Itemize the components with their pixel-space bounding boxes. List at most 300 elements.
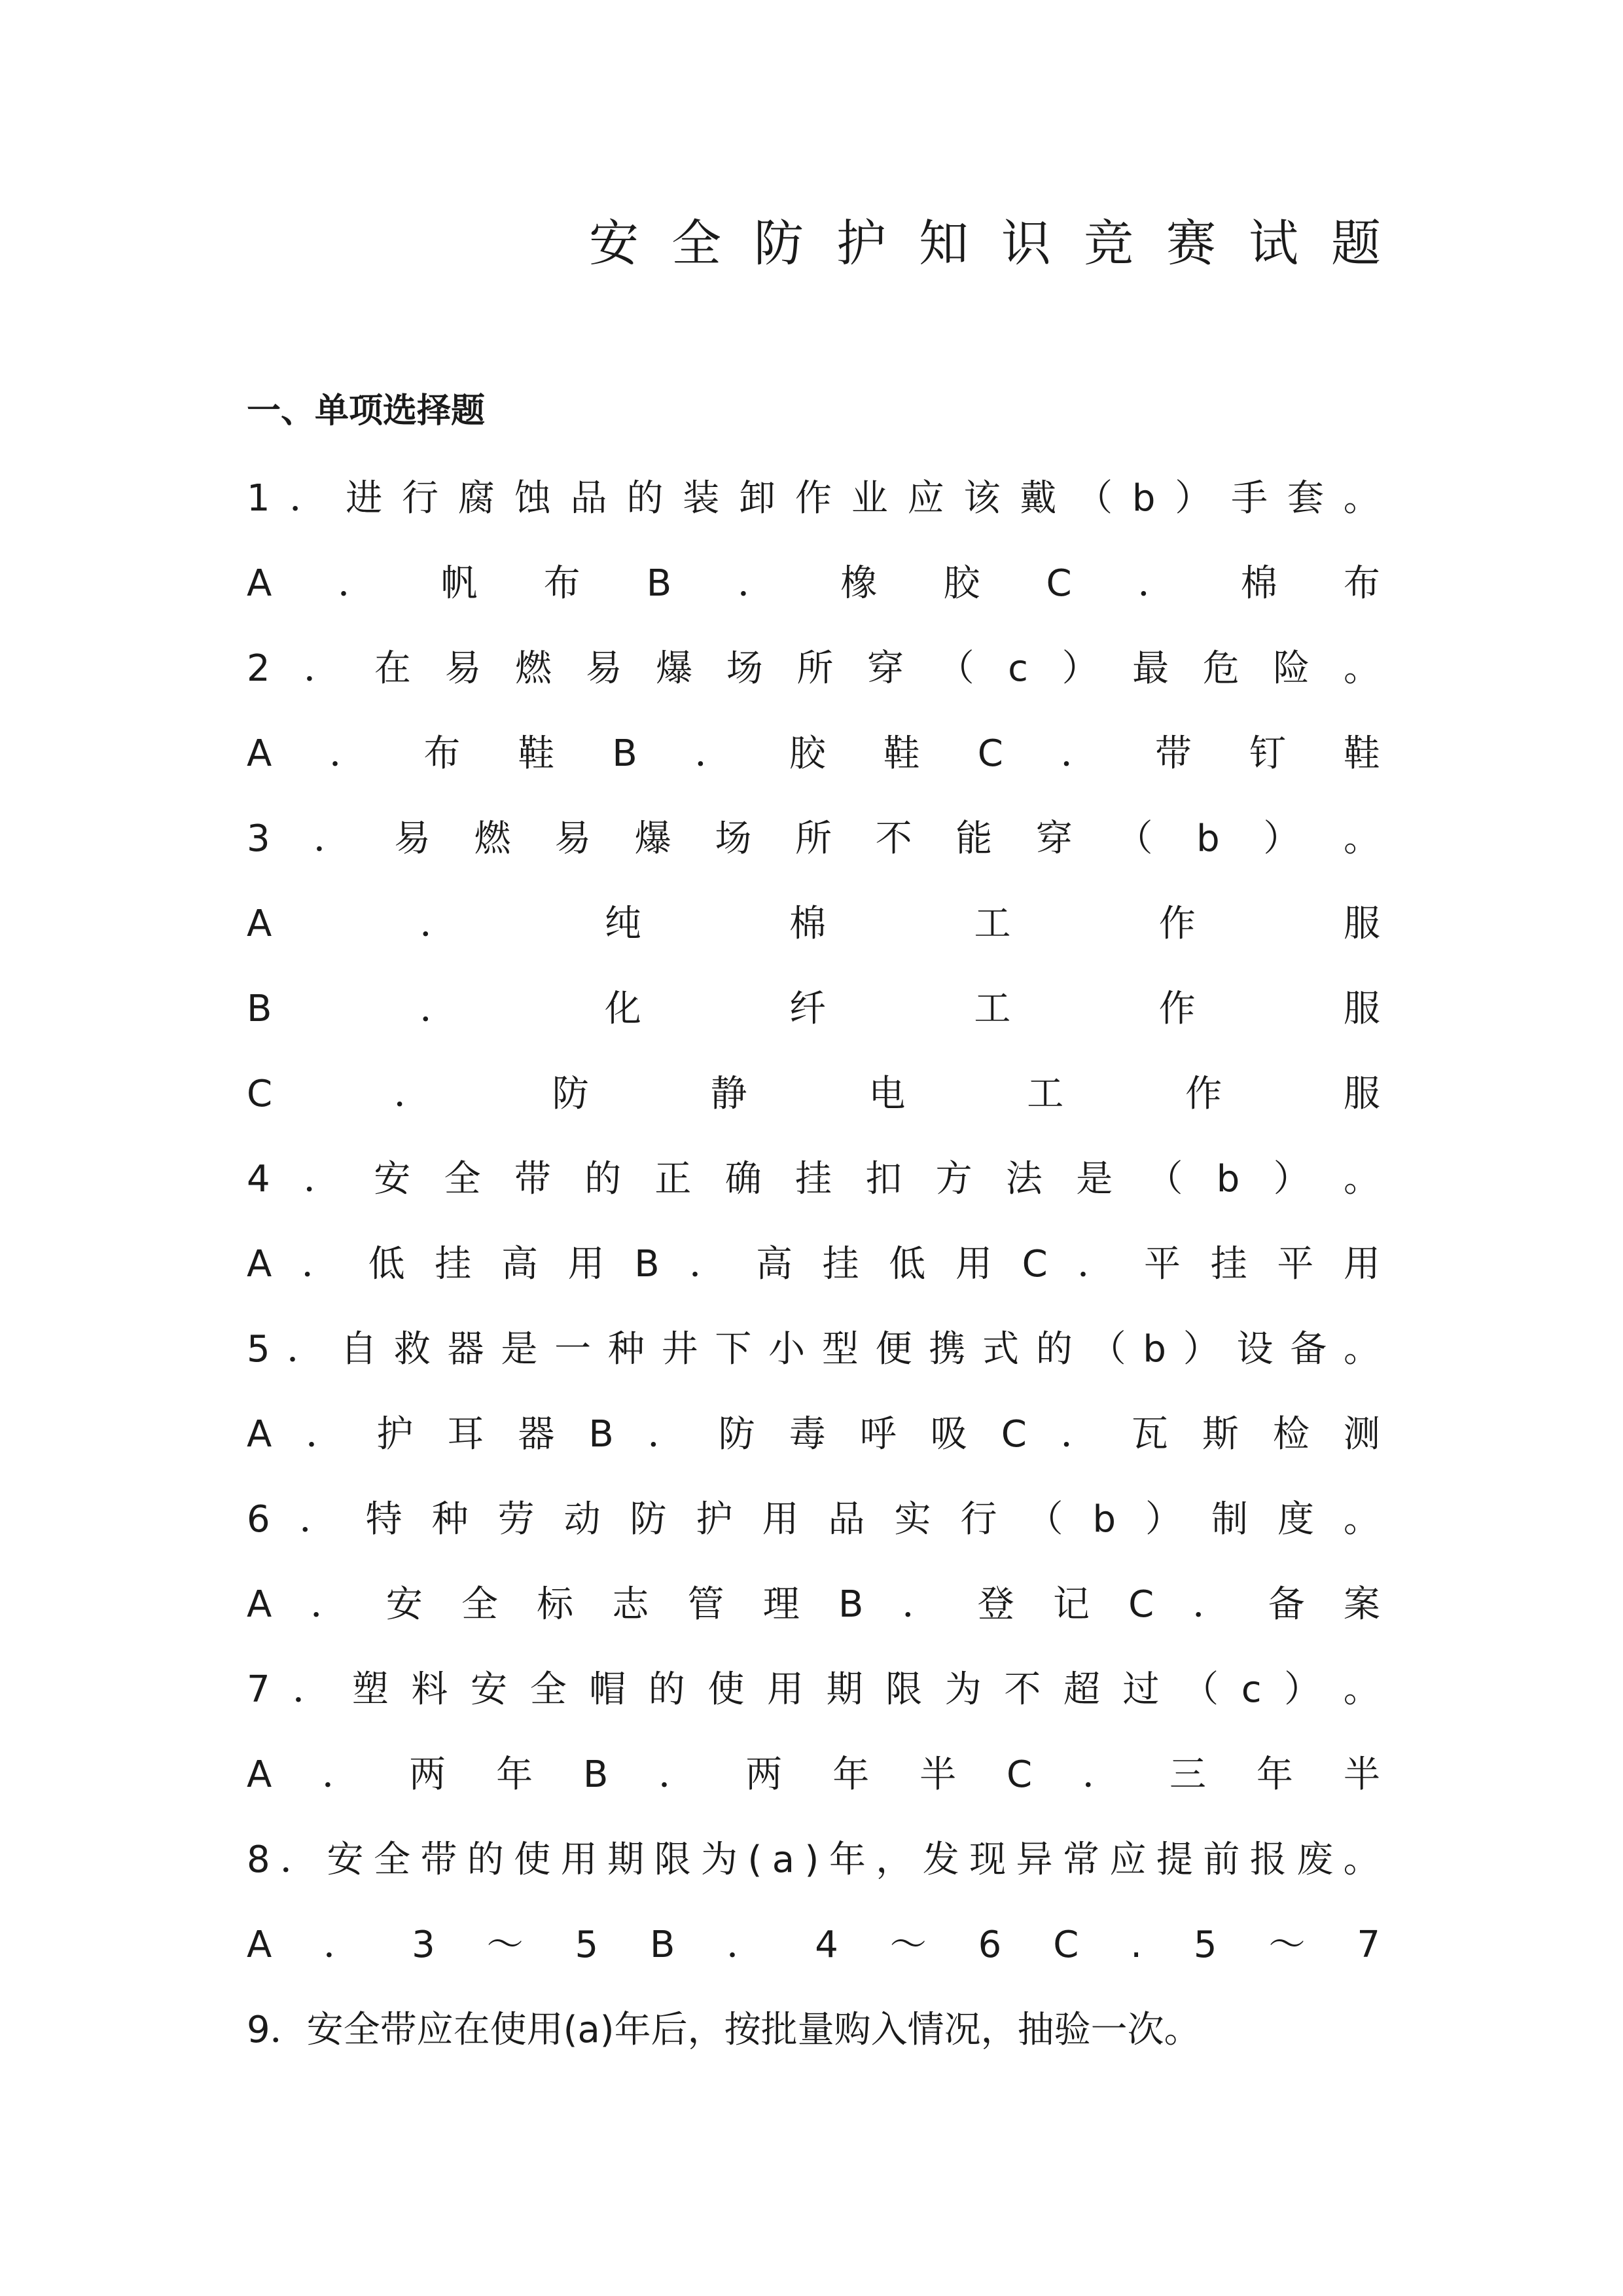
glyph: B [634, 1243, 660, 1285]
glyph: 胶 [943, 562, 980, 605]
glyph: c [1241, 1668, 1262, 1711]
glyph: 帽 [589, 1668, 626, 1711]
glyph: 8 [247, 1839, 270, 1881]
glyph: 用 [560, 1839, 597, 1881]
question-4-options [247, 1238, 1380, 1291]
glyph: ） [1145, 1498, 1182, 1541]
glyph: 一 [554, 1328, 592, 1371]
glyph: ． [738, 562, 775, 605]
glyph: ． [393, 1073, 431, 1115]
glyph: 不 [875, 817, 912, 860]
glyph: 服 [1344, 903, 1380, 945]
glyph: ） [1175, 477, 1212, 520]
glyph: b [1196, 817, 1220, 860]
glyph: 业 [851, 477, 888, 520]
glyph: 。 [1343, 1498, 1380, 1541]
glyph: 手 [1231, 477, 1268, 520]
glyph: 电 [868, 1073, 906, 1115]
glyph: 限 [885, 1668, 923, 1711]
glyph: B [247, 988, 272, 1030]
glyph: ． [419, 988, 457, 1030]
glyph: B [612, 732, 637, 775]
glyph: 装 [683, 477, 720, 520]
question-1 [247, 473, 1380, 525]
glyph: 工 [1027, 1073, 1064, 1115]
question-2 [247, 643, 1380, 695]
glyph: 纤 [789, 988, 827, 1030]
glyph: 异 [1016, 1839, 1053, 1881]
glyph: 棉 [1240, 562, 1277, 605]
glyph: 前 [1203, 1839, 1240, 1881]
glyph: 使 [514, 1839, 551, 1881]
question-8 [247, 1834, 1380, 1886]
glyph: 不 [1004, 1668, 1041, 1711]
glyph: 呼 [859, 1413, 897, 1456]
glyph: 全 [461, 1583, 498, 1626]
glyph: 布 [543, 562, 580, 605]
glyph: 挂 [435, 1243, 472, 1285]
glyph: 理 [762, 1583, 800, 1626]
question-3-option-b [247, 983, 1380, 1035]
glyph: 布 [423, 732, 461, 775]
glyph: 鞋 [518, 732, 555, 775]
glyph: 进 [346, 477, 383, 520]
glyph: 易 [585, 647, 622, 690]
glyph: ． [323, 1924, 361, 1966]
glyph: 用 [955, 1243, 992, 1285]
glyph: 吸 [930, 1413, 967, 1456]
glyph: 鞋 [883, 732, 920, 775]
question-2-options [247, 728, 1380, 780]
glyph: ． [303, 1158, 340, 1200]
glyph: 服 [1343, 988, 1380, 1030]
glyph: 帆 [440, 562, 478, 605]
glyph: 品 [828, 1498, 865, 1541]
glyph: （ [1089, 1328, 1126, 1371]
glyph: 年 [496, 1753, 533, 1796]
glyph: 6 [978, 1924, 1002, 1966]
glyph: ～ [1268, 1924, 1306, 1966]
glyph: B [583, 1753, 609, 1796]
glyph: ． [647, 1413, 685, 1456]
glyph: A [247, 1243, 272, 1285]
glyph: ） [1061, 647, 1099, 690]
glyph: 自 [340, 1328, 378, 1371]
glyph: ～ [889, 1924, 927, 1966]
glyph: 便 [875, 1328, 912, 1371]
glyph: 全 [529, 1668, 567, 1711]
glyph: 化 [604, 988, 641, 1030]
question-5 [247, 1323, 1380, 1376]
glyph: ） [1273, 1158, 1310, 1200]
glyph: A [247, 562, 272, 605]
glyph: 5 [247, 1328, 270, 1371]
glyph: ． [689, 1243, 726, 1285]
glyph: 爆 [634, 817, 671, 860]
glyph: 两 [745, 1753, 783, 1796]
glyph: 式 [982, 1328, 1020, 1371]
glyph: ． [658, 1753, 696, 1796]
glyph: ． [310, 1583, 348, 1626]
question-6-options [247, 1579, 1380, 1631]
glyph: 5 [575, 1924, 599, 1966]
glyph: 所 [796, 647, 834, 690]
glyph: 确 [724, 1158, 762, 1200]
glyph: 种 [607, 1328, 645, 1371]
glyph: 塑 [351, 1668, 389, 1711]
glyph: ． [419, 903, 457, 945]
glyph: ) [804, 1839, 819, 1881]
glyph: 法 [1005, 1158, 1043, 1200]
glyph: 7 [1357, 1924, 1380, 1966]
glyph: 套 [1287, 477, 1324, 520]
glyph: 爆 [656, 647, 693, 690]
glyph: 两 [409, 1753, 446, 1796]
glyph: 场 [715, 817, 752, 860]
glyph: 赛 [1166, 214, 1216, 272]
glyph: 平 [1144, 1243, 1181, 1285]
glyph: 期 [607, 1839, 645, 1881]
glyph: 备 [1290, 1328, 1327, 1371]
glyph: 发 [922, 1839, 959, 1881]
glyph: 卸 [739, 477, 776, 520]
glyph: 安 [385, 1583, 423, 1626]
glyph: 挂 [822, 1243, 859, 1285]
glyph: 平 [1277, 1243, 1314, 1285]
glyph: 带 [1154, 732, 1192, 775]
glyph: 全 [671, 214, 721, 272]
glyph: 作 [1158, 903, 1196, 945]
glyph: 年 [832, 1753, 870, 1796]
glyph: 防 [630, 1498, 667, 1541]
glyph: 的 [648, 1668, 685, 1711]
glyph: 毒 [789, 1413, 826, 1456]
glyph: 带 [420, 1839, 457, 1881]
glyph: A [247, 1753, 272, 1796]
glyph: ． [338, 562, 375, 605]
glyph: 用 [1344, 1243, 1380, 1285]
glyph: ． [304, 647, 341, 690]
glyph: 燃 [515, 647, 552, 690]
glyph: 使 [707, 1668, 745, 1711]
glyph: 的 [467, 1839, 504, 1881]
glyph: 度 [1277, 1498, 1314, 1541]
glyph: ～ [486, 1924, 524, 1966]
glyph: 超 [1063, 1668, 1100, 1711]
glyph: C [1053, 1924, 1079, 1966]
question-9: 9．安全带应在使用(a)年后，按批量购入情况，抽验一次。 [247, 2009, 1201, 2051]
glyph: 半 [919, 1753, 957, 1796]
glyph: ． [726, 1924, 764, 1966]
glyph: 护 [376, 1413, 414, 1456]
glyph: b [1132, 477, 1156, 520]
question-4 [247, 1153, 1380, 1206]
glyph: ． [322, 1753, 359, 1796]
glyph: ． [1060, 732, 1097, 775]
glyph: 为 [701, 1839, 738, 1881]
glyph: 高 [755, 1243, 793, 1285]
glyph: 。 [1343, 647, 1380, 690]
glyph: 是 [501, 1328, 538, 1371]
glyph: 带 [514, 1158, 551, 1200]
glyph: 穿 [1035, 817, 1073, 860]
glyph: 静 [710, 1073, 747, 1115]
glyph: 橡 [840, 562, 878, 605]
glyph: 器 [518, 1413, 555, 1456]
question-1-options [247, 558, 1380, 610]
glyph: c [1008, 647, 1028, 690]
glyph: b [1092, 1498, 1116, 1541]
glyph: ． [289, 477, 327, 520]
question-7 [247, 1664, 1380, 1716]
glyph: 该 [963, 477, 1001, 520]
glyph: 护 [696, 1498, 733, 1541]
glyph: 用 [567, 1243, 605, 1285]
glyph: 年 [1256, 1753, 1293, 1796]
question-3-option-a [247, 898, 1380, 950]
glyph: a [772, 1839, 795, 1881]
glyph: 5 [1193, 1924, 1217, 1966]
glyph: 标 [537, 1583, 574, 1626]
glyph: 作 [1185, 1073, 1222, 1115]
glyph: 高 [501, 1243, 538, 1285]
glyph: 防 [718, 1413, 755, 1456]
glyph: （ [1026, 1498, 1063, 1541]
glyph: 现 [969, 1839, 1007, 1881]
glyph: 护 [836, 214, 886, 272]
glyph: 2 [247, 647, 270, 690]
glyph: 小 [768, 1328, 806, 1371]
glyph: 记 [1052, 1583, 1090, 1626]
glyph: 鞋 [1343, 732, 1380, 775]
glyph: 易 [554, 817, 592, 860]
glyph: A [247, 1924, 272, 1966]
glyph: 能 [955, 817, 993, 860]
glyph: ． [313, 817, 351, 860]
glyph: 案 [1343, 1583, 1380, 1626]
glyph: （ [1116, 817, 1153, 860]
glyph: 燃 [474, 817, 511, 860]
glyph: ． [280, 1839, 317, 1881]
glyph: 危 [1202, 647, 1240, 690]
glyph: 型 [821, 1328, 859, 1371]
glyph: 。 [1343, 1668, 1380, 1711]
glyph: 蚀 [514, 477, 551, 520]
glyph: 题 [1331, 214, 1381, 272]
glyph: 纯 [604, 903, 641, 945]
glyph: 实 [894, 1498, 931, 1541]
glyph: ． [694, 732, 732, 775]
glyph: 器 [447, 1328, 484, 1371]
glyph: 4 [247, 1158, 270, 1200]
glyph: 胶 [789, 732, 826, 775]
glyph: ） [1183, 1328, 1220, 1371]
glyph: 易 [444, 647, 482, 690]
glyph: 钉 [1249, 732, 1286, 775]
glyph: 挂 [795, 1158, 832, 1200]
question-7-options [247, 1749, 1380, 1801]
glyph: 3 [412, 1924, 435, 1966]
glyph: B [588, 1413, 614, 1456]
glyph: ． [329, 732, 366, 775]
glyph: b [1216, 1158, 1240, 1200]
glyph: b [1143, 1328, 1166, 1371]
glyph: ． [299, 1498, 336, 1541]
glyph: C [1128, 1583, 1154, 1626]
glyph: 3 [247, 817, 270, 860]
glyph: 险 [1273, 647, 1310, 690]
glyph: 井 [661, 1328, 698, 1371]
glyph: 。 [1343, 477, 1380, 520]
glyph: （ [1076, 477, 1113, 520]
glyph: 场 [726, 647, 763, 690]
glyph: （ [1182, 1668, 1219, 1711]
glyph: 1 [247, 477, 270, 520]
glyph: ． [1082, 1753, 1120, 1796]
glyph: 工 [974, 988, 1011, 1030]
glyph: ） [1284, 1668, 1321, 1711]
glyph: 的 [626, 477, 664, 520]
glyph: 挂 [1210, 1243, 1247, 1285]
glyph: C [977, 732, 1003, 775]
glyph: 过 [1122, 1668, 1160, 1711]
glyph: 常 [1063, 1839, 1099, 1881]
glyph: 用 [762, 1498, 799, 1541]
glyph: 扣 [865, 1158, 902, 1200]
glyph: 备 [1268, 1583, 1305, 1626]
glyph: 在 [374, 647, 411, 690]
glyph: B [646, 562, 672, 605]
glyph: 为 [944, 1668, 982, 1711]
glyph: 知 [919, 214, 969, 272]
glyph: 动 [563, 1498, 601, 1541]
glyph: 所 [795, 817, 832, 860]
glyph: 的 [584, 1158, 622, 1200]
glyph: 7 [247, 1668, 270, 1711]
glyph: 行 [960, 1498, 997, 1541]
glyph: ， [876, 1839, 913, 1881]
glyph: 。 [1343, 817, 1380, 860]
glyph: 。 [1343, 1328, 1380, 1371]
glyph: 低 [889, 1243, 926, 1285]
glyph: ． [293, 1668, 330, 1711]
glyph: 斯 [1202, 1413, 1239, 1456]
glyph: 废 [1296, 1839, 1334, 1881]
glyph: 作 [794, 477, 832, 520]
glyph: ． [902, 1583, 939, 1626]
glyph: ． [1137, 562, 1175, 605]
glyph: 瓦 [1131, 1413, 1168, 1456]
glyph: 安 [471, 1668, 508, 1711]
glyph: 制 [1211, 1498, 1248, 1541]
glyph: 应 [1109, 1839, 1147, 1881]
glyph: B [650, 1924, 675, 1966]
document-title [589, 211, 1381, 276]
glyph: C [1001, 1413, 1027, 1456]
glyph: C [1022, 1243, 1048, 1285]
glyph: （ [937, 647, 974, 690]
glyph: 的 [1035, 1328, 1073, 1371]
question-8-options [247, 1919, 1380, 1971]
glyph: 。 [1343, 1839, 1380, 1881]
glyph: 识 [1001, 214, 1051, 272]
glyph: ． [287, 1328, 324, 1371]
glyph: 三 [1169, 1753, 1206, 1796]
glyph: A [247, 1413, 272, 1456]
glyph: A [247, 732, 272, 775]
glyph: 棉 [789, 903, 827, 945]
glyph: 安 [374, 1158, 411, 1200]
glyph: 半 [1343, 1753, 1380, 1796]
glyph: 全 [444, 1158, 481, 1200]
glyph: 易 [393, 817, 431, 860]
glyph: 期 [826, 1668, 863, 1711]
glyph: 是 [1076, 1158, 1113, 1200]
question-3-option-c [247, 1068, 1380, 1121]
glyph: 志 [612, 1583, 649, 1626]
glyph: 方 [935, 1158, 972, 1200]
glyph: 耳 [447, 1413, 484, 1456]
glyph: ） [1263, 817, 1300, 860]
glyph: 应 [907, 477, 944, 520]
glyph: 服 [1343, 1073, 1380, 1115]
glyph: C [1046, 562, 1072, 605]
glyph: 试 [1249, 214, 1298, 272]
glyph: 报 [1249, 1839, 1287, 1881]
glyph: 年 [829, 1839, 866, 1881]
glyph: 。 [1343, 1158, 1380, 1200]
glyph: 防 [754, 214, 804, 272]
glyph: 救 [393, 1328, 431, 1371]
glyph: 戴 [1020, 477, 1057, 520]
glyph: 提 [1156, 1839, 1193, 1881]
glyph: B [838, 1583, 864, 1626]
glyph: ． [301, 1243, 338, 1285]
glyph: 下 [715, 1328, 752, 1371]
glyph: A [247, 1583, 272, 1626]
glyph: 竞 [1084, 214, 1133, 272]
glyph: 测 [1343, 1413, 1380, 1456]
glyph: 设 [1236, 1328, 1274, 1371]
glyph: 品 [570, 477, 607, 520]
glyph: 特 [365, 1498, 402, 1541]
glyph: 6 [247, 1498, 270, 1541]
glyph: 4 [815, 1924, 838, 1966]
question-6 [247, 1494, 1380, 1546]
glyph: 行 [402, 477, 439, 520]
glyph: 登 [977, 1583, 1014, 1626]
glyph: ( [747, 1839, 762, 1881]
glyph: （ [1146, 1158, 1183, 1200]
glyph: C [1007, 1753, 1033, 1796]
glyph: 腐 [457, 477, 495, 520]
glyph: 正 [654, 1158, 692, 1200]
glyph: 防 [552, 1073, 589, 1115]
glyph: C [247, 1073, 273, 1115]
glyph: 种 [431, 1498, 469, 1541]
glyph: 工 [974, 903, 1011, 945]
glyph: . [1130, 1924, 1143, 1966]
glyph: ． [306, 1413, 343, 1456]
glyph: ． [1192, 1583, 1230, 1626]
section-heading-single-choice: 一、单项选择题 [247, 391, 486, 431]
glyph: 低 [368, 1243, 405, 1285]
glyph: 劳 [497, 1498, 535, 1541]
glyph: 料 [411, 1668, 448, 1711]
glyph: ． [1077, 1243, 1115, 1285]
glyph: 布 [1343, 562, 1380, 605]
glyph: 检 [1272, 1413, 1310, 1456]
